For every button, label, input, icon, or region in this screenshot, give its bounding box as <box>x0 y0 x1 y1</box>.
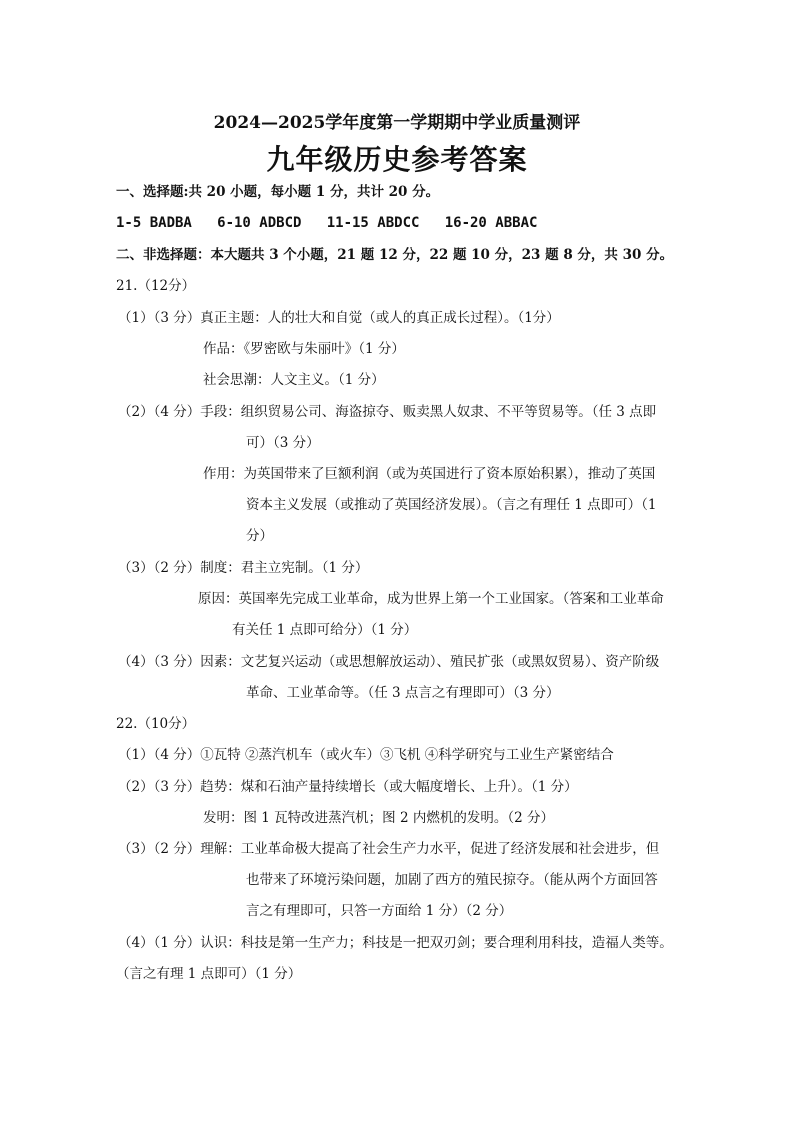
q22-label: 22.（10分） <box>116 716 196 732</box>
page-title-line2: 九年级历史参考答案 <box>266 143 528 176</box>
q21-p1-line2: 作品：《罗密欧与朱丽叶》（1 分） <box>203 341 405 357</box>
section1-answers: 1-5 BADBA 6-10 ADBCD 11-15 ABDCC 16-20 ABBAC <box>116 215 538 231</box>
section1-heading: 一、选择题:共 20 小题，每小题 1 分，共计 20 分。 <box>116 184 440 200</box>
page-title-line1: 2024—2025学年度第一学期期中学业质量测评 <box>213 113 581 133</box>
q21-p3-line3: 有关任 1 点即可给分）（1 分） <box>232 622 418 638</box>
q22-p2-line2: 发明：图 1 瓦特改进蒸汽机；图 2 内燃机的发明。（2 分） <box>203 810 554 826</box>
q21-p2-line4: 资本主义发展（或推动了英国经济发展）。（言之有理任 1 点即可）（1 <box>246 497 657 513</box>
q22-p3-line2: 也带来了环境污染问题，加剧了西方的殖民掠夺。（能从两个方面回答 <box>246 872 658 888</box>
q21-p4-line1: （4）（3 分）因素：文艺复兴运动（或思想解放运动）、殖民扩张（或黑奴贸易）、资产阶级 <box>118 654 660 670</box>
q22-p2-line1: （2）（3 分）趋势：煤和石油产量持续增长（或大幅度增长、上升）。（1 分） <box>118 779 578 795</box>
q21-p3-line2: 原因：英国率先完成工业革命，成为世界上第一个工业国家。（答案和工业革命 <box>198 591 664 607</box>
q22-p4-line1: （4）（1 分）认识：科技是第一生产力；科技是一把双刃剑；要合理利用科技，造福人类等。 <box>118 935 673 951</box>
q21-p2-line1: （2）（4 分）手段：组织贸易公司、海盗掠夺、贩卖黑人奴隶、不平等贸易等。（任 3 点即 <box>118 404 657 420</box>
q22-p3-line3: 言之有理即可，只答一方面给 1 分）（2 分） <box>246 903 513 919</box>
q21-p2-line3: 作用：为英国带来了巨额利润（或为英国进行了资本原始积累），推动了英国 <box>203 466 656 482</box>
q22-p4-line2: （言之有理 1 点即可）（1 分） <box>116 966 302 982</box>
q21-label: 21.（12分） <box>116 278 196 294</box>
q21-p1-line1: （1）（3 分）真正主题：人的壮大和自觉（或人的真正成长过程）。（1分） <box>118 310 560 326</box>
q21-p2-line5: 分） <box>246 528 273 544</box>
section2-heading: 二、非选择题：本大题共 3 个小题，21 题 12 分，22 题 10 分，23 题 8 分，共 30 分。 <box>116 247 674 263</box>
q22-p1-line1: （1）（4 分）①瓦特 ②蒸汽机车（或火车）③飞机 ④科学研究与工业生产紧密结合 <box>118 747 614 763</box>
q21-p3-line1: （3）（2 分）制度：君主立宪制。（1 分） <box>118 560 369 576</box>
q22-p3-line1: （3）（2 分）理解：工业革命极大提高了社会生产力水平，促进了经济发展和社会进步，但 <box>118 841 660 857</box>
q21-p1-line3: 社会思潮：人文主义。（1 分） <box>203 372 385 388</box>
q21-p4-line2: 革命、工业革命等。（任 3 点言之有理即可）（3 分） <box>246 685 560 701</box>
q21-p2-line2: 可）（3 分） <box>246 435 320 451</box>
